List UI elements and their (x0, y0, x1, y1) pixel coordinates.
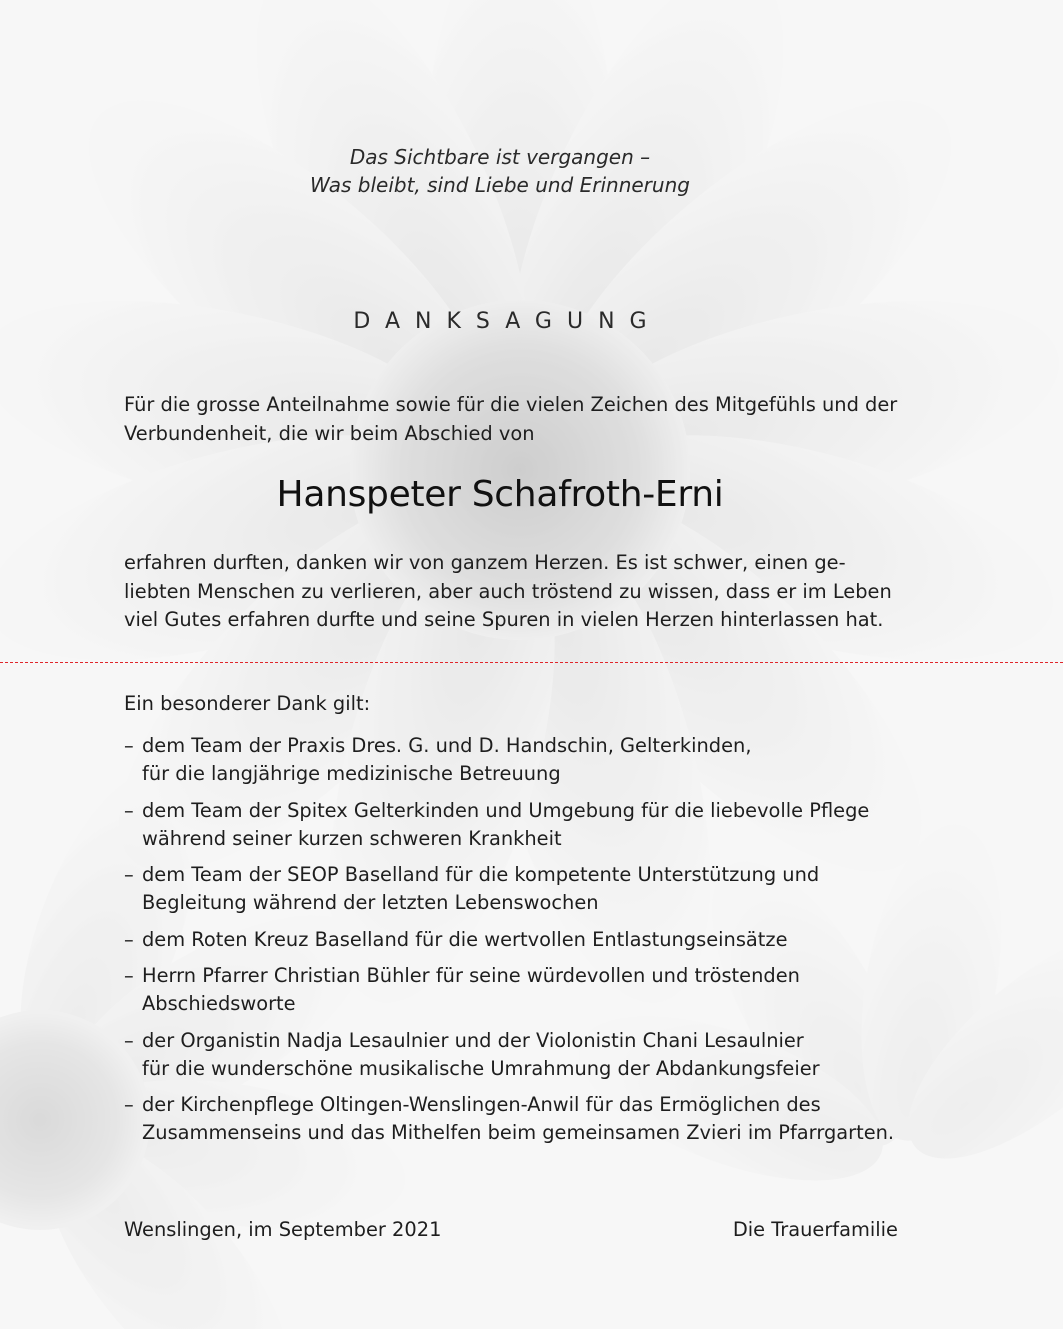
closing-line: viel Gutes erfahren durfte und seine Spuren in vielen Herzen hinterlassen hat. (124, 608, 884, 631)
dash-bullet: – (124, 964, 134, 987)
closing-line: erfahren durften, danken wir von ganzem Herzen. Es ist schwer, einen ge- (124, 551, 846, 574)
page-title: DANKSAGUNG (353, 309, 662, 334)
dash-bullet: – (124, 1028, 134, 1052)
list-item (124, 1027, 944, 1083)
closing-line: liebten Menschen zu verlieren, aber auch tröstend zu wissen, dass er im Leben (124, 579, 892, 603)
list-item (124, 926, 944, 954)
intro-line: Für die grosse Anteilnahme sowie für die vielen Zeichen des Mitgefühls und der (124, 393, 898, 416)
motto-line-1: Das Sichtbare ist vergangen – (349, 145, 651, 169)
motto-line-2: Was bleibt, sind Liebe und Erinnerung (310, 173, 690, 197)
list-item-line: Herrn Pfarrer Christian Bühler für seine würdevollen und tröstenden (142, 964, 800, 987)
special-thanks-list (124, 732, 944, 1156)
list-item-line: der Organistin Nadja Lesaulnier und der Violonistin Chani Lesaulnier (142, 1028, 804, 1052)
signature: Die Trauerfamilie (732, 1218, 898, 1241)
list-item-line: dem Roten Kreuz Baselland für die wertvollen Entlastungseinsätze (142, 927, 788, 951)
dash-bullet: – (124, 1093, 134, 1116)
dash-bullet: – (124, 798, 134, 822)
dash-bullet: – (124, 863, 134, 886)
list-item (124, 797, 944, 853)
deceased-name: Hanspeter Schafroth-Erni (276, 474, 724, 515)
list-item-line: Begleitung während der letzten Lebenswochen (142, 891, 599, 914)
intro-line: Verbundenheit, die wir beim Abschied von (124, 421, 535, 445)
list-item-line: während seiner kurzen schweren Krankheit (142, 826, 562, 850)
list-item (124, 962, 944, 1018)
list-item-line: für die langjährige medizinische Betreuung (142, 762, 561, 785)
list-item-line: für die wunderschöne musikalische Umrahmung der Abdankungsfeier (142, 1056, 820, 1080)
list-item (124, 732, 944, 788)
list-item-line: Zusammenseins und das Mithelfen beim gemeinsamen Zvieri im Pfarrgarten. (142, 1121, 895, 1144)
list-item-line: dem Team der Spitex Gelterkinden und Umgebung für die liebevolle Pflege (142, 798, 870, 822)
list-item-line: der Kirchenpflege Oltingen-Wenslingen-Anwil für das Ermöglichen des (142, 1093, 821, 1116)
place-and-date: Wenslingen, im September 2021 (124, 1218, 442, 1241)
closing-paragraph (124, 549, 924, 635)
list-item-line: dem Team der Praxis Dres. G. und D. Handschin, Gelterkinden, (142, 734, 752, 757)
list-item-line: Abschiedsworte (142, 992, 296, 1015)
intro-paragraph (124, 391, 924, 448)
dash-bullet: – (124, 927, 134, 951)
list-item (124, 1091, 944, 1147)
list-item (124, 861, 944, 917)
list-item-line: dem Team der SEOP Baselland für die kompetente Unterstützung und (142, 863, 820, 886)
special-thanks-title: Ein besonderer Dank gilt: (124, 692, 371, 715)
dash-bullet: – (124, 734, 134, 757)
dashed-divider (0, 662, 1063, 663)
